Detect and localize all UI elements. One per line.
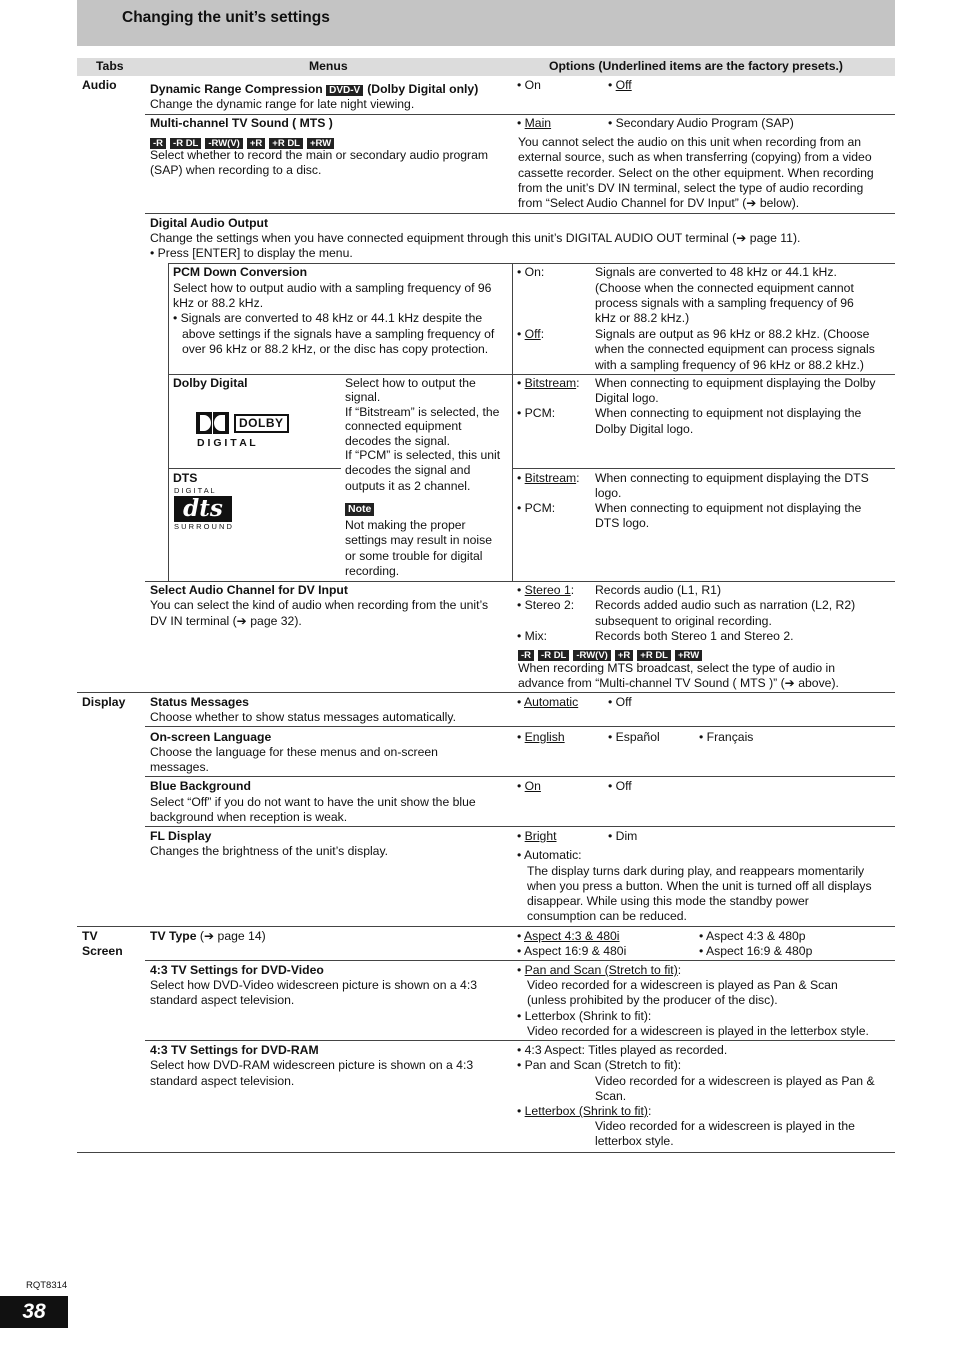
- row-divider: [145, 776, 895, 777]
- mts-desc-1: Select whether to record the main or secondary audio program: [150, 148, 489, 162]
- drc-tag: DVD-V: [326, 85, 363, 96]
- dvdv-desc-1: Select how DVD-Video widescreen picture is shown on a 4:3: [150, 978, 477, 992]
- drc-desc: Change the dynamic range for late night viewing.: [150, 97, 415, 111]
- note-desc-1: Not making the proper: [345, 518, 466, 532]
- dolby-double-d-icon: [196, 412, 230, 434]
- output-desc-3: If “Bitstream” is selected, the: [345, 405, 500, 419]
- note-desc-3: or some trouble for digital: [345, 549, 483, 563]
- mts-note-3: cassette recorder. Select on the other equipment. When recording: [518, 166, 874, 180]
- tab-audio: Audio: [82, 78, 117, 92]
- tab-tv-line2: Screen: [82, 944, 123, 958]
- drc-title: Dynamic Range Compression: [150, 82, 323, 96]
- output-desc-8: outputs it as 2 channel.: [345, 479, 471, 493]
- disc-tag: +R DL: [637, 650, 671, 661]
- pcm-off-desc-3: with a sampling frequency of 96 kHz or 88.2 kHz.): [595, 358, 864, 372]
- dts-logo-top: D I G I T A L: [174, 486, 215, 495]
- model-code: RQT8314: [26, 1280, 68, 1291]
- fl-auto-desc-1: The display turns dark during play, and reappears momentarily: [527, 864, 865, 878]
- dv-s1-label: • Stereo 1:: [517, 583, 575, 597]
- status-opt-automatic: • Automatic: [517, 695, 579, 709]
- dv-desc-2: DV IN terminal (➔ page 32).: [150, 614, 302, 628]
- output-desc-6: If “PCM” is selected, this unit: [345, 448, 501, 462]
- dts-pcm-desc-1: When connecting to equipment not displaying the: [595, 501, 862, 515]
- disc-tag: +RW: [675, 650, 702, 661]
- dts-bit-desc-1: When connecting to equipment displaying the DTS: [595, 471, 869, 485]
- dvdram-opt-letterbox: • Letterbox (Shrink to fit):: [517, 1104, 652, 1118]
- lang-desc-1: Choose the language for these menus and on-screen: [150, 745, 438, 759]
- output-desc-2: signal.: [345, 390, 381, 404]
- drc-opt-off: • Off: [608, 78, 632, 92]
- disc-tag: -R: [518, 650, 534, 661]
- dvdv-desc-2: standard aspect television.: [150, 993, 295, 1007]
- pcm-on-desc-1: Signals are converted to 48 kHz or 44.1 kHz.: [595, 265, 837, 279]
- dvdram-opt-43: • 4:3 Aspect: Titles played as recorded.: [517, 1043, 728, 1057]
- dv-desc-1: You can select the kind of audio when recording from the unit’s: [150, 598, 489, 612]
- page-title: Changing the unit’s settings: [122, 9, 330, 26]
- blue-opt-on: • On: [517, 779, 541, 793]
- drc-opt-on: • On: [517, 78, 541, 92]
- dts-logo: [174, 487, 236, 533]
- fl-desc: Changes the brightness of the unit’s display.: [150, 844, 389, 858]
- dolby-bit-desc-2: Digital logo.: [595, 391, 659, 405]
- dvdram-desc-2: standard aspect television.: [150, 1074, 295, 1088]
- dvdv-opt-pan-desc-1: Video recorded for a widescreen is played as Pan & Scan: [527, 978, 838, 992]
- col-options: Options (Underlined items are the factory presets.): [549, 59, 843, 73]
- disc-tag: -RW(V): [573, 650, 610, 661]
- mts-opt-main: • Main: [517, 116, 552, 130]
- mts-opt-sap: • Secondary Audio Program (SAP): [608, 116, 794, 130]
- dts-title: DTS: [173, 471, 198, 485]
- pcm-desc-3: • Signals are converted to 48 kHz or 44.1 kHz despite the: [173, 311, 483, 325]
- blue-desc-2: background when reception is weak.: [150, 810, 348, 824]
- fl-auto-desc-4: consumption can be reduced.: [527, 909, 687, 923]
- pcm-desc-5: over 96 kHz or 88.2 kHz, or the disc has copy protection.: [182, 342, 489, 356]
- tvtype-title-line: [150, 929, 266, 944]
- note-desc-4: recording.: [345, 564, 400, 578]
- row-divider: [168, 263, 895, 264]
- mts-note-4: from the unit’s DV IN terminal, select the type of audio recording: [518, 181, 864, 195]
- column-divider: [512, 263, 513, 581]
- table-bottom-rule: [77, 1152, 895, 1153]
- pcm-desc-4: above settings if the signals have a sampling frequency of: [182, 327, 495, 341]
- dvdram-desc-1: Select how DVD-RAM widescreen picture is shown on a 4:3: [150, 1058, 474, 1072]
- status-opt-off: • Off: [608, 695, 632, 709]
- dvdram-title: 4:3 TV Settings for DVD-RAM: [150, 1043, 319, 1057]
- tvtype-opt-4: • Aspect 16:9 & 480p: [699, 944, 813, 958]
- tab-tv-line1: TV: [82, 929, 98, 943]
- fl-opt-dim: • Dim: [608, 829, 638, 843]
- mts-note-5: from “Select Audio Channel for DV Input” (➔ below).: [518, 196, 800, 210]
- fl-opt-bright: • Bright: [517, 829, 557, 843]
- disc-tag: +RW: [307, 138, 334, 149]
- pcm-desc-2: kHz or 88.2 kHz.: [173, 296, 264, 310]
- dolby-pcm-desc-1: When connecting to equipment not displaying the: [595, 406, 862, 420]
- dvdv-opt-letterbox-desc: Video recorded for a widescreen is played in the letterbox style.: [527, 1024, 869, 1038]
- output-desc-7: decodes the signal and: [345, 463, 471, 477]
- dts-logo-word: dts: [174, 496, 232, 522]
- tvtype-opt-1: • Aspect 4:3 & 480i: [517, 929, 620, 943]
- output-desc-4: connected equipment: [345, 419, 462, 433]
- tvtype-opt-3: • Aspect 16:9 & 480i: [517, 944, 627, 958]
- dolby-pcm-label: • PCM:: [517, 406, 556, 420]
- status-desc: Choose whether to show status messages automatically.: [150, 710, 456, 724]
- row-divider: [145, 213, 895, 214]
- output-desc-5: decodes the signal.: [345, 434, 451, 448]
- dvdram-opt-pan-desc-1: Video recorded for a widescreen is played as Pan &: [595, 1074, 875, 1088]
- pcm-off-desc-2: when the connected equipment can process signals: [595, 342, 875, 356]
- pcm-desc-1: Select how to output audio with a sampling frequency of 96: [173, 281, 492, 295]
- drc-title-line: [150, 82, 478, 97]
- tab-display: Display: [82, 695, 126, 709]
- dvdram-opt-pan: • Pan and Scan (Stretch to fit):: [517, 1058, 682, 1072]
- row-divider: [145, 826, 895, 827]
- row-divider: [145, 1040, 895, 1041]
- dolby-logo-sub: D I G I T A L: [197, 437, 256, 449]
- row-divider: [168, 374, 895, 375]
- col-menus: Menus: [309, 59, 348, 73]
- fl-title: FL Display: [150, 829, 212, 843]
- dts-pcm-desc-2: DTS logo.: [595, 516, 650, 530]
- dvdram-opt-pan-desc-2: Scan.: [595, 1089, 627, 1103]
- mts-desc-2: (SAP) when recording to a disc.: [150, 163, 322, 177]
- dolby-bit-label: • Bitstream:: [517, 376, 580, 390]
- dao-desc: Change the settings when you have connected equipment through this unit’s DIGITAL AUDIO OUT terminal (➔ page 11).: [150, 231, 801, 245]
- row-divider: [145, 960, 895, 961]
- dvdv-opt-pan: • Pan and Scan (Stretch to fit):: [517, 963, 682, 977]
- lang-desc-2: messages.: [150, 760, 209, 774]
- dolby-pcm-desc-2: Dolby Digital logo.: [595, 422, 694, 436]
- pcm-on-desc-3: process signals with a sampling frequency of 96: [595, 296, 854, 310]
- dvdram-opt-letterbox-desc-2: letterbox style.: [595, 1134, 674, 1148]
- dvdv-title: 4:3 TV Settings for DVD-Video: [150, 963, 324, 977]
- dao-title: Digital Audio Output: [150, 216, 269, 230]
- drc-title-suffix: (Dolby Digital only): [367, 82, 479, 96]
- dv-note-2: advance from “Multi-channel TV Sound ( MTS )” (➔ above).: [518, 676, 839, 690]
- tvtype-ref: (➔ page 14): [199, 929, 266, 943]
- mts-title: Multi-channel TV Sound ( MTS ): [150, 116, 333, 130]
- disc-tag: +R: [615, 650, 633, 661]
- mts-note-1: You cannot select the audio on this unit when recording from an: [518, 135, 862, 149]
- fl-auto-desc-3: disappear. While using this mode the standby power: [527, 894, 809, 908]
- lang-title: On-screen Language: [150, 730, 272, 744]
- section-divider: [77, 692, 895, 693]
- blue-desc-1: Select “Off” if you do not want to have the unit show the blue: [150, 795, 476, 809]
- dvdv-opt-letterbox: • Letterbox (Shrink to fit):: [517, 1009, 652, 1023]
- row-divider: [168, 468, 341, 469]
- dolby-digital-logo: [196, 412, 292, 450]
- disc-tag: -R DL: [538, 650, 569, 661]
- row-divider: [145, 581, 895, 582]
- dolby-title: Dolby Digital: [173, 376, 248, 390]
- page-number: 38: [0, 1296, 68, 1328]
- dv-s2-desc-2: subsequent to original recording.: [595, 614, 772, 628]
- dv-mix-desc: Records both Stereo 1 and Stereo 2.: [595, 629, 794, 643]
- dvdv-opt-pan-desc-2: (unless prohibited by the producer of the disc).: [527, 993, 778, 1007]
- dts-pcm-label: • PCM:: [517, 501, 556, 515]
- pcm-off-label: • Off:: [517, 327, 545, 341]
- section-divider: [77, 926, 895, 927]
- dv-s2-desc-1: Records added audio such as narration (L2, R2): [595, 598, 856, 612]
- dv-s2-label: • Stereo 2:: [517, 598, 575, 612]
- dv-tags: [518, 647, 706, 662]
- row-divider: [512, 468, 895, 469]
- fl-auto-desc-2: when you press a button. When the unit is turned off all displays: [527, 879, 872, 893]
- dvdram-opt-letterbox-desc-1: Video recorded for a widescreen is played in the: [595, 1119, 855, 1133]
- dts-bit-label: • Bitstream:: [517, 471, 580, 485]
- dts-bit-desc-2: logo.: [595, 486, 622, 500]
- col-tabs: Tabs: [96, 59, 124, 73]
- tvtype-title: TV Type: [150, 929, 197, 943]
- disc-tag: -RW(V): [205, 138, 242, 149]
- tvtype-opt-2: • Aspect 4:3 & 480p: [699, 929, 806, 943]
- pcm-off-desc-1: Signals are output as 96 kHz or 88.2 kHz. (Choose: [595, 327, 870, 341]
- lang-opt-francais: • Français: [699, 730, 754, 744]
- dv-note-1: When recording MTS broadcast, select the type of audio in: [518, 661, 836, 675]
- pcm-on-label: • On:: [517, 265, 545, 279]
- pcm-on-desc-2: (Choose when the connected equipment cannot: [595, 281, 854, 295]
- disc-tag: +R DL: [269, 138, 303, 149]
- dts-logo-bottom: S U R R O U N D: [174, 522, 232, 531]
- note-desc-2: settings may result in noise: [345, 533, 492, 547]
- disc-tag: +R: [247, 138, 265, 149]
- mts-note-2: external source, such as when transferring (copying) from a video: [518, 150, 872, 164]
- dv-s1-desc: Records audio (L1, R1): [595, 583, 721, 597]
- dao-press: • Press [ENTER] to display the menu.: [150, 246, 353, 260]
- blue-opt-off: • Off: [608, 779, 632, 793]
- fl-opt-automatic: • Automatic:: [517, 848, 582, 862]
- note-badge: Note: [345, 501, 378, 516]
- disc-tag: -R: [150, 138, 166, 149]
- pcm-on-desc-4: kHz or 88.2 kHz.): [595, 311, 690, 325]
- dv-mix-label: • Mix:: [517, 629, 547, 643]
- lang-opt-espanol: • Español: [608, 730, 660, 744]
- blue-title: Blue Background: [150, 779, 251, 793]
- row-divider: [145, 726, 895, 727]
- dolby-logo-word: DOLBY: [234, 414, 289, 433]
- status-title: Status Messages: [150, 695, 249, 709]
- dv-title: Select Audio Channel for DV Input: [150, 583, 348, 597]
- row-divider: [145, 114, 895, 115]
- output-desc-1: Select how to output the: [345, 376, 476, 390]
- dolby-bit-desc-1: When connecting to equipment displaying the Dolby: [595, 376, 876, 390]
- lang-opt-english: • English: [517, 730, 565, 744]
- disc-tag: -R DL: [170, 138, 201, 149]
- column-divider: [168, 263, 169, 581]
- pcm-title: PCM Down Conversion: [173, 265, 308, 279]
